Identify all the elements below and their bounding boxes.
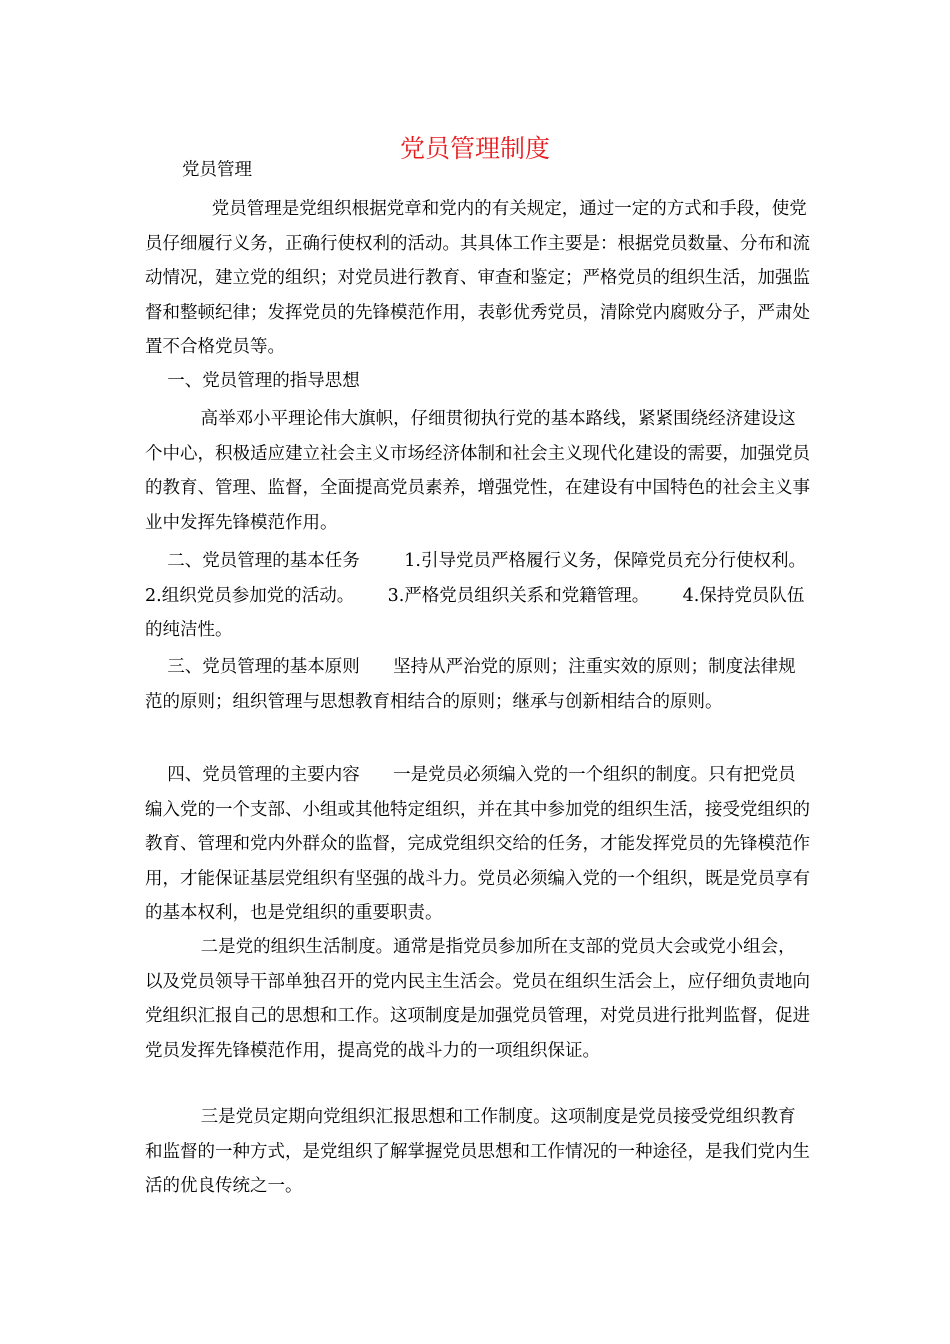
paragraph-reporting: 三是党员定期向党组织汇报思想和工作制度。这项制度是党员接受党组织教育和监督的一种方式，是党组织了解掌握党员思想和工作情况的一种途径，是我们党内生活的优良传统之一。 (145, 1107, 810, 1196)
paragraph-basic-tasks: 二、党员管理的基本任务 1.引导党员严格履行义务，保障党员充分行使权利。 2.组织党员参加党的活动。 3.严格党员组织关系和党籍管理。 4.保持党员队伍的纯洁性。 (145, 551, 840, 640)
paragraph-main-content: 四、党员管理的主要内容 一是党员必须编入党的一个组织的制度。只有把党员编入党的一个支部、小组或其他特定组织，并在其中参加党的组织生活，接受党组织的教育、管理和党内外群众的监督，完成党组织交给的任务，才能发挥党员的先锋模范作用，才能保证基层党组织有坚强的战斗力。党员必须编入党的一个组织，既是党员享有的基本权利，也是党组织的重要职责。 (145, 765, 810, 923)
paragraph-guiding-thought: 高举邓小平理论伟大旗帜，仔细贯彻执行党的基本路线，紧紧围绕经济建设这个中心，积极适应建立社会主义市场经济体制和社会主义现代化建设的需要，加强党员的教育、管理、监督，全面提高党员素养，增强党性，在建设有中国特色的社会主义事业中发挥先锋模范作用。 (145, 409, 810, 533)
heading-guiding-thought: 一、党员管理的指导思想 (145, 371, 360, 391)
paragraph-basic-principles: 三、党员管理的基本原则 坚持从严治党的原则；注重实效的原则；制度法律规范的原则；组织管理与思想教育相结合的原则；继承与创新相结合的原则。 (145, 657, 796, 712)
paragraph-organizational-life: 二是党的组织生活制度。通常是指党员参加所在支部的党员大会或党小组会，以及党员领导干部单独召开的党内民主生活会。党员在组织生活会上，应仔细负责地向党组织汇报自己的思想和工作。这项制度是加强党员管理，对党员进行批判监督，促进党员发挥先锋模范作用，提高党的战斗力的一项组织保证。 (145, 937, 810, 1061)
paragraph-intro: 党员管理是党组织根据党章和党内的有关规定，通过一定的方式和手段，使党员仔细履行义务，正确行使权利的活动。其具体工作主要是：根据党员数量、分布和流动情况，建立党的组织；对党员进行教育、审查和鉴定；严格党员的组织生活，加强监督和整顿纪律；发挥党员的先锋模范作用，表彰优秀党员，清除党内腐败分子，严肃处置不合格党员等。 (145, 199, 810, 357)
document-title: 党员管理制度 (399, 133, 550, 163)
document-subtitle: 党员管理 (182, 160, 252, 180)
